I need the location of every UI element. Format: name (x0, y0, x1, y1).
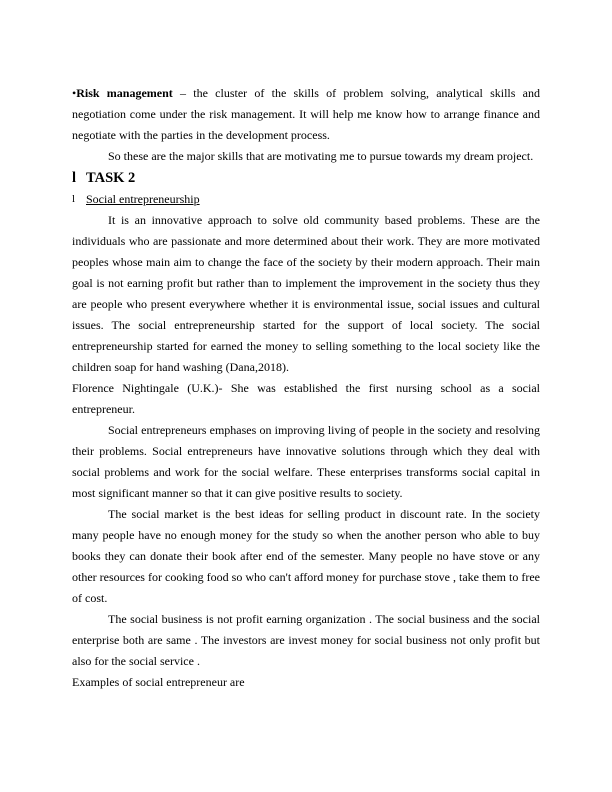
bullet-marker: • (72, 86, 77, 100)
summary-paragraph: So these are the major skills that are motivating me to pursue towards my dream project. (108, 149, 534, 163)
risk-management-paragraph (72, 83, 540, 146)
subheading-title: Social entrepreneurship (86, 192, 200, 206)
risk-management-text: – the cluster of the skills of problem solving, analytical skills and negotiation come under the risk management. It will help me know how to arrange finance and negotiate with the parties in the development process. (72, 86, 540, 142)
risk-management-term: Risk management (76, 86, 173, 100)
task-heading (72, 167, 540, 189)
task-marker: l (72, 170, 77, 186)
document-page (72, 83, 540, 693)
paragraph-emphases: Social entrepreneurs emphases on improving living of people in the society and resolving their problems. Social entrepreneurs have innovative solutions through which they deal with social problems and work for the social welfare. These enterprises transforms social capital in most significant manner so that it can give positive results to society. (72, 423, 540, 500)
paragraph-examples: Examples of social entrepreneur are (72, 675, 245, 689)
paragraph-social-market: The social market is the best ideas for selling product in discount rate. In the society many people have no enough money for the study so when the another person who able to buy books they can donate their book after end of the semester. Many people no have stove or any other resources for cooking food so who can't afford money for purchase stove , take them to free of cost. (72, 507, 540, 605)
paragraph-social-business: The social business is not profit earning organization . The social business and the social enterprise both are same . The investors are invest money for social business not only profit but also for the social service . (72, 612, 540, 668)
subheading (72, 189, 540, 210)
paragraph-florence: Florence Nightingale (U.K.)- She was established the first nursing school as a social entrepreneur. (72, 381, 540, 416)
subheading-marker: l (72, 193, 76, 205)
paragraph-intro: It is an innovative approach to solve old community based problems. These are the individuals who are passionate and more determined about their work. They are more motivated peoples whose main aim to change the face of the society by their modern approach. Their main goal is not earning profit but rather than to implement the improvement in the society thus they are people who present everywhere whether it is environmental issue, social issues and cultural issues. The social entrepreneurship started for the support of local society. The social entrepreneurship started for earned the money to selling something to the local society like the children soap for hand washing (Dana,2018). (72, 213, 540, 374)
task-title: TASK 2 (86, 170, 136, 186)
